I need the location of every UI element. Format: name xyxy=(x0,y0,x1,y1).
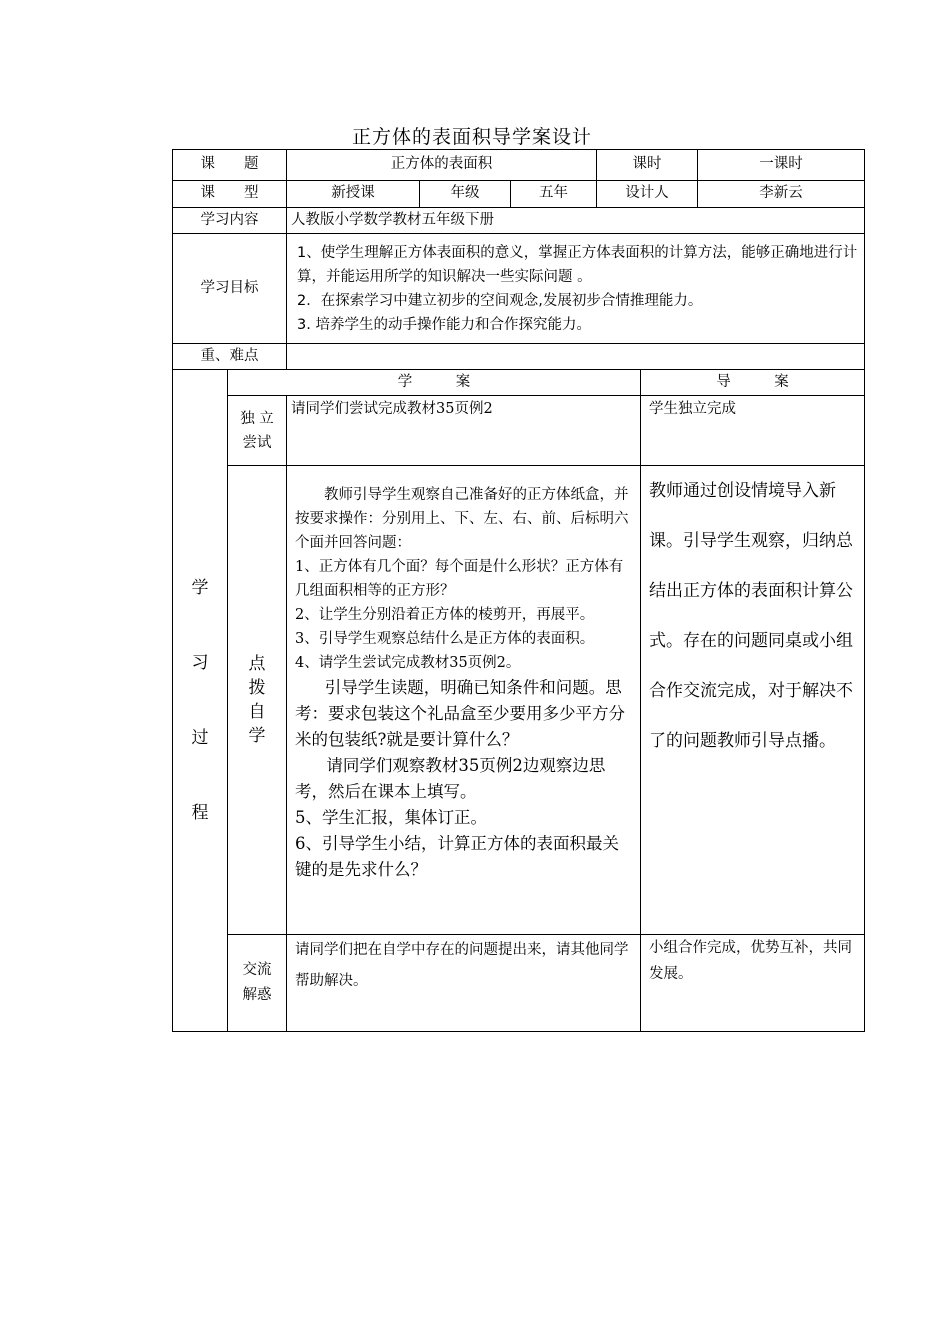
study-paragraph: 4、请学生尝试完成教材35页例2。 xyxy=(295,655,521,671)
key-value xyxy=(287,344,865,370)
stage1-label-line: 尝试 xyxy=(242,434,272,451)
study-paragraph: 2、让学生分别沿着正方体的棱剪开，再展平。 xyxy=(295,607,595,623)
row-process-header xyxy=(173,370,865,396)
grade-label: 年级 xyxy=(420,181,511,208)
study-paragraph: 引导学生读题，明确已知条件和问题。思考：要求包装这个礼品盒至少要用多少平方分米的包装纸?就是要计算什么？ xyxy=(295,678,625,749)
stage1-study: 请同学们尝试完成教材35页例2 xyxy=(287,396,641,466)
stage1-label xyxy=(228,396,287,466)
process-label-char: 程 xyxy=(191,802,209,823)
designer-label: 设计人 xyxy=(597,181,698,208)
process-label-char: 习 xyxy=(191,652,209,673)
study-paragraph: 5、学生汇报，集体订正。 xyxy=(295,808,487,827)
process-label xyxy=(173,370,228,1032)
stage3-label xyxy=(228,935,287,1032)
row-key-points xyxy=(173,344,865,370)
goals-value xyxy=(287,234,865,344)
row-topic xyxy=(173,150,865,181)
goals-label: 学习目标 xyxy=(173,234,287,344)
lesson-plan-table xyxy=(172,149,865,1032)
study-plan-header: 学 案 xyxy=(228,370,641,396)
study-paragraph: 6、引导学生小结，计算正方体的表面积最关键的是先求什么？ xyxy=(295,834,619,879)
row-goals xyxy=(173,234,865,344)
stage2-label-char: 点 xyxy=(248,654,266,674)
grade-value: 五年 xyxy=(511,181,597,208)
stage3-label-line: 解惑 xyxy=(242,987,272,1003)
stage3-label-line: 交流 xyxy=(242,962,272,978)
stage1-guide: 学生独立完成 xyxy=(641,396,865,466)
period-value: 一课时 xyxy=(698,150,865,181)
goal-item: 1、使学生理解正方体表面积的意义，掌握正方体表面积的计算方法，能够正确地进行计算，并能运用所学的知识解决一些实际问题 。 xyxy=(297,244,858,285)
topic-label: 课 题 xyxy=(173,150,287,181)
designer-value: 李新云 xyxy=(698,181,865,208)
type-label: 课 型 xyxy=(173,181,287,208)
study-paragraph: 3、引导学生观察总结什么是正方体的表面积。 xyxy=(295,631,595,647)
process-label-char: 过 xyxy=(191,727,209,748)
study-paragraph: 请同学们观察教材35页例2边观察边思考，然后在课本上填写。 xyxy=(295,756,606,801)
stage3-study: 请同学们把在自学中存在的问题提出来，请其他同学帮助解决。 xyxy=(287,935,641,1032)
topic-value: 正方体的表面积 xyxy=(287,150,597,181)
row-type xyxy=(173,181,865,208)
type-value: 新授课 xyxy=(287,181,420,208)
stage2-label xyxy=(228,466,287,935)
stage1-label-line: 独 立 xyxy=(240,410,274,427)
guide-plan-header: 导 案 xyxy=(641,370,865,396)
stage2-label-char: 学 xyxy=(248,726,266,746)
period-label: 课时 xyxy=(597,150,698,181)
study-paragraph: 教师引导学生观察自己准备好的正方体纸盒，并按要求操作：分别用上、下、左、右、前、后标明六个面并回答问题： xyxy=(295,487,629,551)
stage2-study xyxy=(287,466,641,935)
process-label-char: 学 xyxy=(191,577,209,598)
document-title: 正方体的表面积导学案设计 xyxy=(351,126,592,148)
goal-item: 2．在探索学习中建立初步的空间观念,发展初步合情推理能力。 xyxy=(297,292,703,309)
stage2-label-char: 拨 xyxy=(248,678,266,698)
content-label: 学习内容 xyxy=(173,208,287,234)
goal-item: 3. 培养学生的动手操作能力和合作探究能力。 xyxy=(297,316,591,333)
stage2-guide: 教师通过创设情境导入新课。引导学生观察，归纳总结出正方体的表面积计算公式。存在的问题同桌或小组合作交流完成，对于解决不了的问题教师引导点播。 xyxy=(641,466,865,935)
row-stage-independent xyxy=(173,396,865,466)
stage3-guide: 小组合作完成，优势互补，共同发展。 xyxy=(641,935,865,1032)
study-paragraph: 1、正方体有几个面？每个面是什么形状？正方体有几组面积相等的正方形？ xyxy=(295,559,624,599)
content-value: 人教版小学数学教材五年级下册 xyxy=(287,208,865,234)
row-content xyxy=(173,208,865,234)
key-label: 重、难点 xyxy=(173,344,287,370)
row-stage-self-study xyxy=(173,466,865,935)
row-stage-exchange xyxy=(173,935,865,1032)
stage2-label-char: 自 xyxy=(248,702,266,722)
